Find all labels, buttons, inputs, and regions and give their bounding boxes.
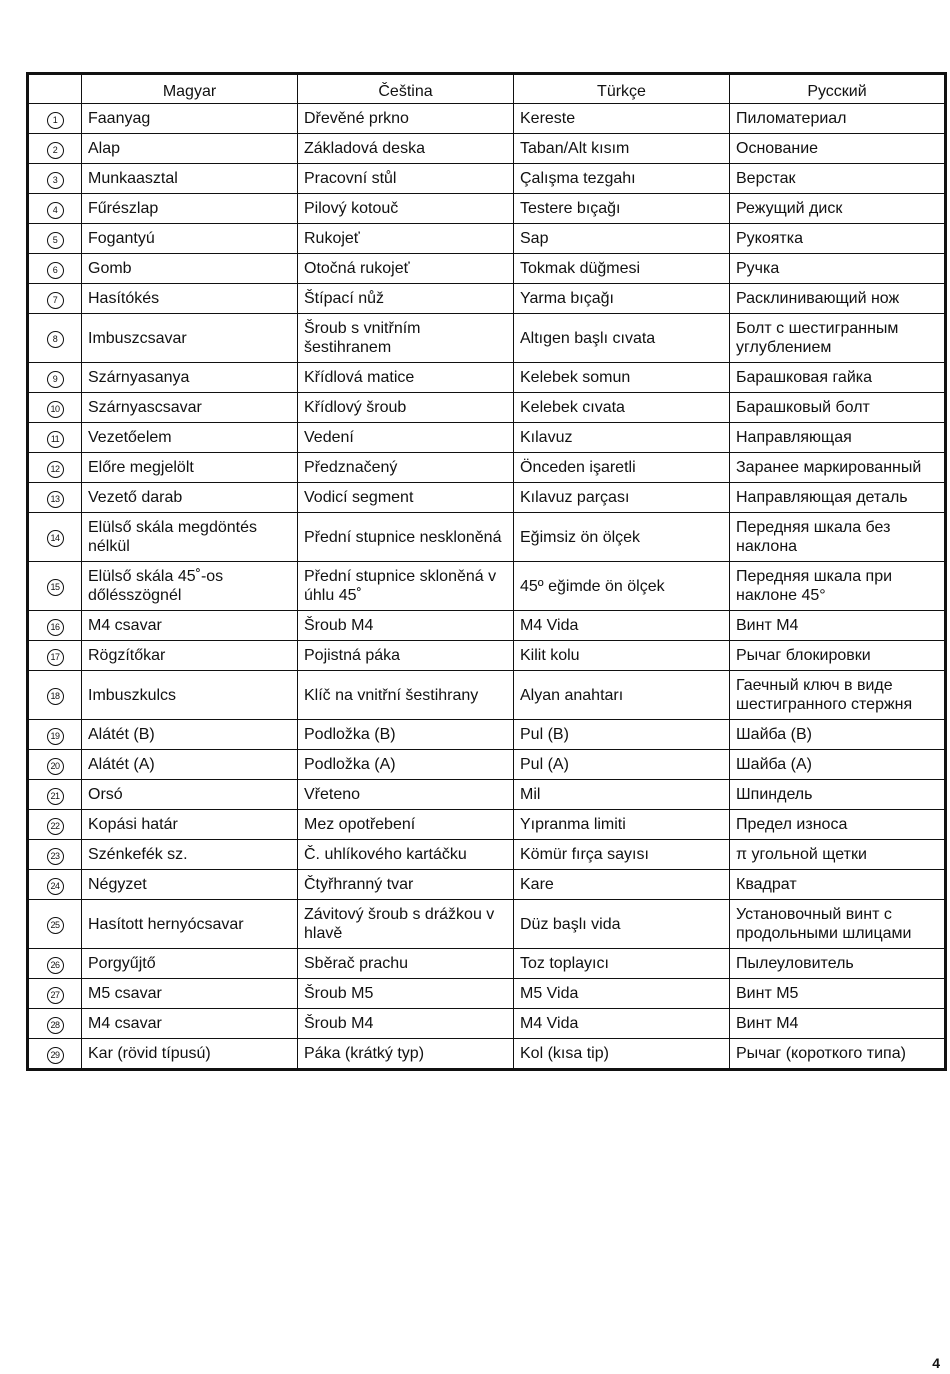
hungarian-term-cell: Szárnyascsavar — [82, 393, 298, 423]
item-number-cell — [28, 949, 82, 979]
item-number-cell — [28, 513, 82, 562]
table-row — [28, 979, 946, 1009]
hungarian-term-cell: Elülső skála megdöntés nélkül — [82, 513, 298, 562]
table-row — [28, 194, 946, 224]
russian-term-cell: Рычаг блокировки — [730, 641, 946, 671]
czech-term-cell: Č. uhlíkového kartáčku — [298, 840, 514, 870]
turkish-term-cell: Kılavuz — [514, 423, 730, 453]
turkish-term-cell: Toz toplayıcı — [514, 949, 730, 979]
russian-term-cell: Пылеуловитель — [730, 949, 946, 979]
table-row — [28, 780, 946, 810]
czech-term-cell: Vřeteno — [298, 780, 514, 810]
circled-number: 6 — [47, 262, 64, 279]
czech-term-cell: Štípací nůž — [298, 284, 514, 314]
czech-term-cell: Šroub M4 — [298, 1009, 514, 1039]
table-row — [28, 134, 946, 164]
table-row — [28, 164, 946, 194]
table-row — [28, 562, 946, 611]
item-number-cell — [28, 900, 82, 949]
turkish-term-cell: Pul (A) — [514, 750, 730, 780]
russian-term-cell: Барашковая гайка — [730, 363, 946, 393]
turkish-term-cell: Önceden işaretli — [514, 453, 730, 483]
russian-term-cell: Предел износа — [730, 810, 946, 840]
turkish-term-cell: Düz başlı vida — [514, 900, 730, 949]
turkish-term-cell: Eğimsiz ön ölçek — [514, 513, 730, 562]
circled-number: 22 — [47, 818, 64, 835]
hungarian-term-cell: Fogantyú — [82, 224, 298, 254]
hungarian-term-cell: Porgyűjtő — [82, 949, 298, 979]
circled-number: 3 — [47, 172, 64, 189]
hungarian-term-cell: Fűrészlap — [82, 194, 298, 224]
item-number-cell — [28, 611, 82, 641]
circled-number: 26 — [47, 957, 64, 974]
table-row — [28, 1009, 946, 1039]
item-number-cell — [28, 194, 82, 224]
czech-term-cell: Mez opotřebení — [298, 810, 514, 840]
czech-term-cell: Čtyřhranný tvar — [298, 870, 514, 900]
circled-number: 18 — [47, 688, 64, 705]
turkish-term-cell: Alyan anahtarı — [514, 671, 730, 720]
table-row — [28, 393, 946, 423]
russian-term-cell: Винт M4 — [730, 1009, 946, 1039]
item-number-cell — [28, 720, 82, 750]
header-number — [28, 74, 82, 104]
item-number-cell — [28, 224, 82, 254]
table-row — [28, 900, 946, 949]
item-number-cell — [28, 254, 82, 284]
czech-term-cell: Páka (krátký typ) — [298, 1039, 514, 1070]
czech-term-cell: Sběrač prachu — [298, 949, 514, 979]
russian-term-cell: Ручка — [730, 254, 946, 284]
circled-number: 17 — [47, 649, 64, 666]
table-row — [28, 750, 946, 780]
russian-term-cell: Барашковый болт — [730, 393, 946, 423]
russian-term-cell: Шайба (A) — [730, 750, 946, 780]
hungarian-term-cell: Hasított hernyócsavar — [82, 900, 298, 949]
item-number-cell — [28, 870, 82, 900]
turkish-term-cell: Kare — [514, 870, 730, 900]
item-number-cell — [28, 671, 82, 720]
circled-number: 9 — [47, 371, 64, 388]
hungarian-term-cell: Imbuszcsavar — [82, 314, 298, 363]
circled-number: 29 — [47, 1047, 64, 1064]
item-number-cell — [28, 750, 82, 780]
turkish-term-cell: Altıgen başlı cıvata — [514, 314, 730, 363]
circled-number: 13 — [47, 491, 64, 508]
czech-term-cell: Vodicí segment — [298, 483, 514, 513]
czech-term-cell: Přední stupnice skloněná v úhlu 45˚ — [298, 562, 514, 611]
circled-number: 23 — [47, 848, 64, 865]
item-number-cell — [28, 104, 82, 134]
item-number-cell — [28, 810, 82, 840]
czech-term-cell: Křídlová matice — [298, 363, 514, 393]
circled-number: 21 — [47, 788, 64, 805]
turkish-term-cell: Pul (B) — [514, 720, 730, 750]
hungarian-term-cell: Orsó — [82, 780, 298, 810]
item-number-cell — [28, 979, 82, 1009]
table-row — [28, 671, 946, 720]
turkish-term-cell: 45º eğimde ön ölçek — [514, 562, 730, 611]
item-number-cell — [28, 164, 82, 194]
russian-term-cell: Заранее маркированный — [730, 453, 946, 483]
hungarian-term-cell: Hasítókés — [82, 284, 298, 314]
hungarian-term-cell: Rögzítőkar — [82, 641, 298, 671]
russian-term-cell: Шайба (B) — [730, 720, 946, 750]
czech-term-cell: Závitový šroub s drážkou v hlavě — [298, 900, 514, 949]
hungarian-term-cell: M4 csavar — [82, 611, 298, 641]
item-number-cell — [28, 134, 82, 164]
circled-number: 8 — [47, 331, 64, 348]
russian-term-cell: Направляющая — [730, 423, 946, 453]
circled-number: 2 — [47, 142, 64, 159]
table-row — [28, 363, 946, 393]
turkish-term-cell: M4 Vida — [514, 1009, 730, 1039]
russian-term-cell: Верстак — [730, 164, 946, 194]
hungarian-term-cell: Szénkefék sz. — [82, 840, 298, 870]
russian-term-cell: Передняя шкала при наклоне 45° — [730, 562, 946, 611]
table-row — [28, 104, 946, 134]
hungarian-term-cell: Alátét (A) — [82, 750, 298, 780]
russian-term-cell: Гаечный ключ в виде шестигранного стержня — [730, 671, 946, 720]
parts-legend-table — [26, 72, 947, 1071]
item-number-cell — [28, 562, 82, 611]
russian-term-cell: Рычаг (короткого типа) — [730, 1039, 946, 1070]
circled-number: 14 — [47, 530, 64, 547]
item-number-cell — [28, 284, 82, 314]
czech-term-cell: Podložka (B) — [298, 720, 514, 750]
turkish-term-cell: Yıpranma limiti — [514, 810, 730, 840]
table-row — [28, 641, 946, 671]
turkish-term-cell: Kömür fırça sayısı — [514, 840, 730, 870]
table-row — [28, 314, 946, 363]
circled-number: 15 — [47, 579, 64, 596]
circled-number: 19 — [47, 728, 64, 745]
table-row — [28, 810, 946, 840]
circled-number: 1 — [47, 112, 64, 129]
turkish-term-cell: Çalışma tezgahı — [514, 164, 730, 194]
circled-number: 11 — [47, 431, 64, 448]
czech-term-cell: Přední stupnice neskloněná — [298, 513, 514, 562]
table-row — [28, 870, 946, 900]
page-number: 4 — [932, 1355, 940, 1371]
russian-term-cell: Рукоятка — [730, 224, 946, 254]
item-number-cell — [28, 423, 82, 453]
czech-term-cell: Základová deska — [298, 134, 514, 164]
table-row — [28, 453, 946, 483]
table-row — [28, 840, 946, 870]
russian-term-cell: Расклинивающий нож — [730, 284, 946, 314]
turkish-term-cell: Kelebek somun — [514, 363, 730, 393]
table-row — [28, 254, 946, 284]
hungarian-term-cell: Kopási határ — [82, 810, 298, 840]
header-turkish: Türkçe — [514, 74, 730, 104]
russian-term-cell: Передняя шкала без наклона — [730, 513, 946, 562]
item-number-cell — [28, 363, 82, 393]
czech-term-cell: Otočná rukojeť — [298, 254, 514, 284]
item-number-cell — [28, 453, 82, 483]
czech-term-cell: Šroub M5 — [298, 979, 514, 1009]
hungarian-term-cell: Szárnyasanya — [82, 363, 298, 393]
hungarian-term-cell: Előre megjelölt — [82, 453, 298, 483]
czech-term-cell: Klíč na vnitřní šestihrany — [298, 671, 514, 720]
czech-term-cell: Šroub M4 — [298, 611, 514, 641]
circled-number: 25 — [47, 917, 64, 934]
header-row — [28, 74, 946, 104]
czech-term-cell: Podložka (A) — [298, 750, 514, 780]
turkish-term-cell: Tokmak düğmesi — [514, 254, 730, 284]
russian-term-cell: Квадрат — [730, 870, 946, 900]
turkish-term-cell: Yarma bıçağı — [514, 284, 730, 314]
circled-number: 12 — [47, 461, 64, 478]
item-number-cell — [28, 483, 82, 513]
table-row — [28, 720, 946, 750]
hungarian-term-cell: Munkaasztal — [82, 164, 298, 194]
czech-term-cell: Dřevěné prkno — [298, 104, 514, 134]
circled-number: 16 — [47, 619, 64, 636]
hungarian-term-cell: Imbuszkulcs — [82, 671, 298, 720]
table-row — [28, 513, 946, 562]
turkish-term-cell: Kol (kısa tip) — [514, 1039, 730, 1070]
hungarian-term-cell: Négyzet — [82, 870, 298, 900]
russian-term-cell: π угольной щетки — [730, 840, 946, 870]
circled-number: 7 — [47, 292, 64, 309]
hungarian-term-cell: M4 csavar — [82, 1009, 298, 1039]
turkish-term-cell: Kelebek cıvata — [514, 393, 730, 423]
circled-number: 28 — [47, 1017, 64, 1034]
circled-number: 20 — [47, 758, 64, 775]
czech-term-cell: Pojistná páka — [298, 641, 514, 671]
circled-number: 4 — [47, 202, 64, 219]
hungarian-term-cell: M5 csavar — [82, 979, 298, 1009]
czech-term-cell: Vedení — [298, 423, 514, 453]
czech-term-cell: Pracovní stůl — [298, 164, 514, 194]
item-number-cell — [28, 393, 82, 423]
header-russian: Русский — [730, 74, 946, 104]
item-number-cell — [28, 1039, 82, 1070]
russian-term-cell: Винт M5 — [730, 979, 946, 1009]
russian-term-cell: Основание — [730, 134, 946, 164]
czech-term-cell: Rukojeť — [298, 224, 514, 254]
czech-term-cell: Předznačený — [298, 453, 514, 483]
turkish-term-cell: Kılavuz parçası — [514, 483, 730, 513]
turkish-term-cell: Kereste — [514, 104, 730, 134]
russian-term-cell: Установочный винт с продольными шлицами — [730, 900, 946, 949]
item-number-cell — [28, 641, 82, 671]
circled-number: 10 — [47, 401, 64, 418]
table-row — [28, 1039, 946, 1070]
hungarian-term-cell: Vezetőelem — [82, 423, 298, 453]
russian-term-cell: Направляющая деталь — [730, 483, 946, 513]
turkish-term-cell: Testere bıçağı — [514, 194, 730, 224]
turkish-term-cell: Mil — [514, 780, 730, 810]
hungarian-term-cell: Alátét (B) — [82, 720, 298, 750]
item-number-cell — [28, 1009, 82, 1039]
hungarian-term-cell: Vezető darab — [82, 483, 298, 513]
header-czech: Čeština — [298, 74, 514, 104]
russian-term-cell: Пиломатериал — [730, 104, 946, 134]
turkish-term-cell: Sap — [514, 224, 730, 254]
table-row — [28, 284, 946, 314]
table-row — [28, 224, 946, 254]
hungarian-term-cell: Kar (rövid típusú) — [82, 1039, 298, 1070]
turkish-term-cell: M5 Vida — [514, 979, 730, 1009]
table-row — [28, 423, 946, 453]
turkish-term-cell: Taban/Alt kısım — [514, 134, 730, 164]
table-row — [28, 483, 946, 513]
item-number-cell — [28, 314, 82, 363]
hungarian-term-cell: Gomb — [82, 254, 298, 284]
czech-term-cell: Křídlový šroub — [298, 393, 514, 423]
item-number-cell — [28, 840, 82, 870]
table-row — [28, 949, 946, 979]
russian-term-cell: Режущий диск — [730, 194, 946, 224]
turkish-term-cell: Kilit kolu — [514, 641, 730, 671]
russian-term-cell: Шпиндель — [730, 780, 946, 810]
turkish-term-cell: M4 Vida — [514, 611, 730, 641]
czech-term-cell: Pilový kotouč — [298, 194, 514, 224]
czech-term-cell: Šroub s vnitřním šestihranem — [298, 314, 514, 363]
circled-number: 27 — [47, 987, 64, 1004]
hungarian-term-cell: Elülső skála 45˚-os dőlésszögnél — [82, 562, 298, 611]
russian-term-cell: Винт M4 — [730, 611, 946, 641]
item-number-cell — [28, 780, 82, 810]
table-row — [28, 611, 946, 641]
russian-term-cell: Болт с шестигранным углублением — [730, 314, 946, 363]
hungarian-term-cell: Faanyag — [82, 104, 298, 134]
header-hungarian: Magyar — [82, 74, 298, 104]
hungarian-term-cell: Alap — [82, 134, 298, 164]
circled-number: 24 — [47, 878, 64, 895]
circled-number: 5 — [47, 232, 64, 249]
